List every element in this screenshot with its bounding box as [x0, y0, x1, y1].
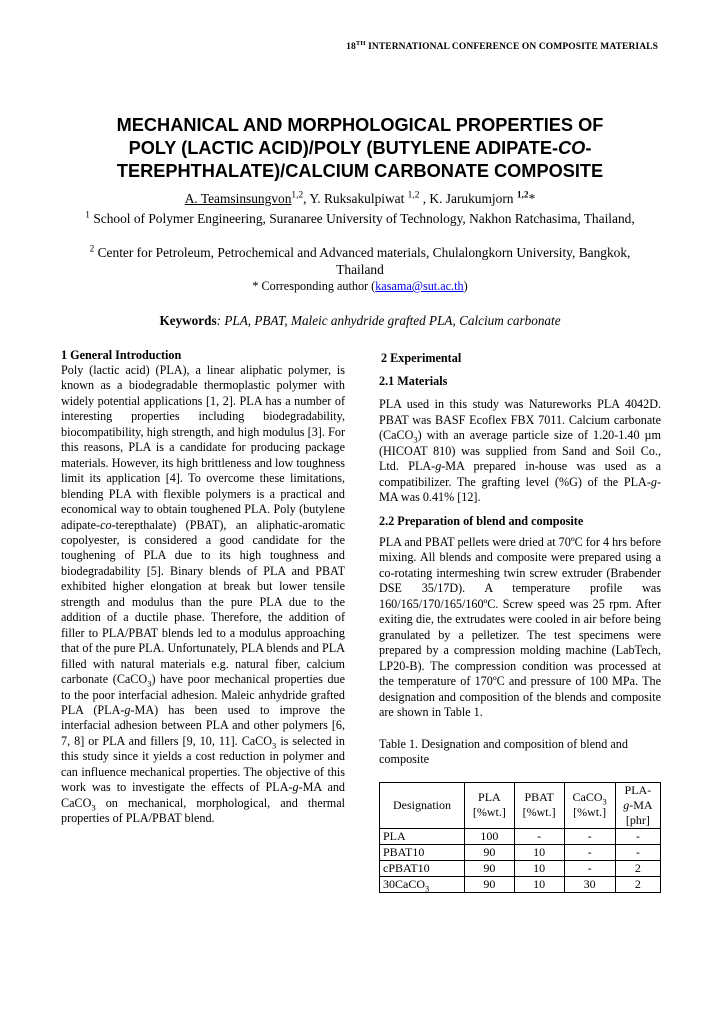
row-caco3: -	[564, 828, 615, 844]
introduction-paragraph: Poly (lactic acid) (PLA), a linear aliphatic polymer, is known as a biodegradable thermoplastic polymer with widely potential applications [1, 2]. PLA has a number of interesting properties including biodegradability, biocompatibility, high strength, and high modulus [3]. For this reasons, PLA is a candidate for producing package materials. However, its high brittleness and low toughness limit its application [4]. To overcome these limitations, blending PLA with flexible polymers is a practical and economical way to obtain toughened PLA. Poly (butylene adipate-co-terepthalate) (PBAT), an aliphatic-aromatic copolyester, is considered a good candidate for the toughening of PLA due to its high toughness and biodegradability [5]. Binary blends of PLA and PBAT exhibited higher elongation at break but lower tensile strength and modulus than the pure PLA due to the addition of a ductile phase. Therefore, the addition of filler to PLA/PBAT blends led to a modulus approaching that of the pure PLA. Unfortunately, PLA blends and PLA filled with natural materials e.g. natural fiber, calcium carbonate (CaCO$_3$) have poor mechanical properties due to the poor interfacial adhesion. Maleic anhydride grafted PLA (PLA-g-MA) has been used to improve the interfacial adhesion between PLA and other polymers [6, 7, 8] or PLA and fillers [9, 10, 11]. CaCO$_3$ is selected in this study since it yields a cost reduction in polymer and can influence mechanical properties. The objective of this work was to investigate the effects of PLA-g-MA and CaCO$_3$ on mechanical, morphological, and thermal properties of PLA/PBAT blend.	[61, 363, 345, 826]
keywords-text: PLA, PBAT, Maleic anhydride grafted PLA, Calcium carbonate	[224, 313, 561, 328]
col-header-pla-g-ma: PLA- g-MA [phr]	[615, 782, 660, 828]
row-designation: PLA	[380, 828, 465, 844]
row-caco3: 30	[564, 876, 615, 892]
table-row	[380, 828, 661, 844]
title-line-1: MECHANICAL AND MORPHOLOGICAL PROPERTIES OF	[116, 115, 604, 135]
header-text: INTERNATIONAL CONFERENCE ON COMPOSITE MATERIALS	[365, 42, 658, 52]
header-ordinal: 18	[346, 42, 356, 52]
header-ordinal-suffix: TH	[355, 39, 366, 47]
table-row	[380, 844, 661, 860]
row-pla-g-ma: 2	[615, 860, 660, 876]
keywords-sep: :	[216, 313, 225, 328]
title-line-2-co: CO	[558, 138, 586, 158]
affiliation-2	[80, 244, 640, 278]
affiliation-2-number: 2	[89, 244, 95, 255]
row-pla: 90	[465, 844, 515, 860]
row-designation: 30CaCO$_3$	[380, 876, 465, 892]
author-2: , Y. Ruksakulpiwat	[303, 191, 408, 206]
row-pbat: 10	[514, 876, 564, 892]
affiliation-1-number: 1	[85, 210, 90, 221]
section-heading-experimental: 2 Experimental	[381, 351, 462, 365]
section-heading-introduction: 1 General Introduction	[61, 348, 182, 362]
corresponding-star: *	[528, 191, 536, 206]
preparation-paragraph: PLA and PBAT pellets were dried at 70ºC for 4 hrs before mixing. All blends and composite were prepared using a co-rotating intermeshing twin screw extruder (Brabender DSE 35/17D). A temperature profile was 160/165/170/165/160ºC. Screw speed was 25 rpm. After exiting die, the extrudates were cooled in air before being granulated by a pelletizer. The test specimens were prepared by a compression molding machine (LabTech, LP20-B). The compression condition was processed at the temperature of 170ºC and pressure of 100 MPa. The designation and composition of the blends and composite are shown in Table 1.	[379, 534, 661, 719]
materials-paragraph: PLA used in this study was Natureworks PLA 4042D. PBAT was BASF Ecoflex FBX 7011. Calcium carbonate (CaCO$_3$) with an average particle size of 1.20-1.40 µm (HICOAT 810) was supplied from Sand and Soil Co., Ltd. PLA-g-MA prepared in-house was used as a compatibilizer. The grafting level (%G) of the PLA-g-MA was 0.41% [12].	[379, 397, 661, 504]
author-3-affil: 1,2	[516, 190, 529, 201]
row-pbat: 10	[514, 860, 564, 876]
table-1	[379, 782, 661, 893]
row-pla: 90	[465, 876, 515, 892]
row-pla-g-ma: 2	[615, 876, 660, 892]
title-line-3: TEREPHTHALATE)/CALCIUM CARBONATE COMPOSITE	[116, 161, 604, 181]
running-header	[0, 39, 720, 52]
row-pbat: -	[514, 828, 564, 844]
row-pla: 100	[465, 828, 515, 844]
subsection-heading-preparation: 2.2 Preparation of blend and composite	[379, 513, 584, 528]
author-list	[60, 190, 660, 207]
paper-title	[60, 114, 660, 183]
affiliation-1-text: School of Polymer Engineering, Suranaree University of Technology, Nakhon Ratchasima, Thailand,	[89, 211, 635, 226]
row-caco3: -	[564, 844, 615, 860]
table-1-caption: Table 1. Designation and composition of blend and composite	[379, 736, 628, 766]
col-header-designation: Designation	[380, 782, 465, 828]
title-line-2	[60, 137, 660, 160]
author-1: A. Teamsinsungvon	[184, 191, 292, 206]
corr-email-link[interactable]: kasama@sut.ac.th	[375, 279, 464, 293]
author-3: , K. Jarukumjorn	[419, 191, 517, 206]
affiliation-2-text: Center for Petroleum, Petrochemical and Advanced materials, Chulalongkorn University, Bangkok, Thailand	[94, 245, 631, 277]
right-column	[379, 351, 661, 893]
row-pbat: 10	[514, 844, 564, 860]
col-header-pla: PLA [%wt.]	[465, 782, 515, 828]
left-column	[61, 348, 345, 827]
corr-suffix: )	[463, 279, 468, 293]
corr-prefix: * Corresponding author (	[252, 279, 376, 293]
row-designation: cPBAT10	[380, 860, 465, 876]
row-designation: PBAT10	[380, 844, 465, 860]
row-pla-g-ma: -	[615, 828, 660, 844]
author-2-affil: 1,2	[407, 190, 420, 201]
row-pla-g-ma: -	[615, 844, 660, 860]
col-header-pbat: PBAT [%wt.]	[514, 782, 564, 828]
table-header-row	[380, 782, 661, 828]
affiliation-1	[80, 210, 640, 227]
title-line-2-dash: -	[585, 138, 592, 158]
table-row	[380, 860, 661, 876]
keywords-label: Keywords	[159, 313, 217, 328]
subsection-heading-materials: 2.1 Materials	[379, 374, 448, 388]
title-line-2-a: POLY (LACTIC ACID)/POLY (BUTYLENE ADIPATE-	[128, 138, 559, 158]
author-1-affil: 1,2	[291, 190, 304, 201]
row-caco3: -	[564, 860, 615, 876]
keywords-line	[40, 313, 680, 329]
row-pla: 90	[465, 860, 515, 876]
col-header-caco3: CaCO$_3$ [%wt.]	[564, 782, 615, 828]
corresponding-author	[60, 279, 660, 294]
table-row	[380, 876, 661, 892]
